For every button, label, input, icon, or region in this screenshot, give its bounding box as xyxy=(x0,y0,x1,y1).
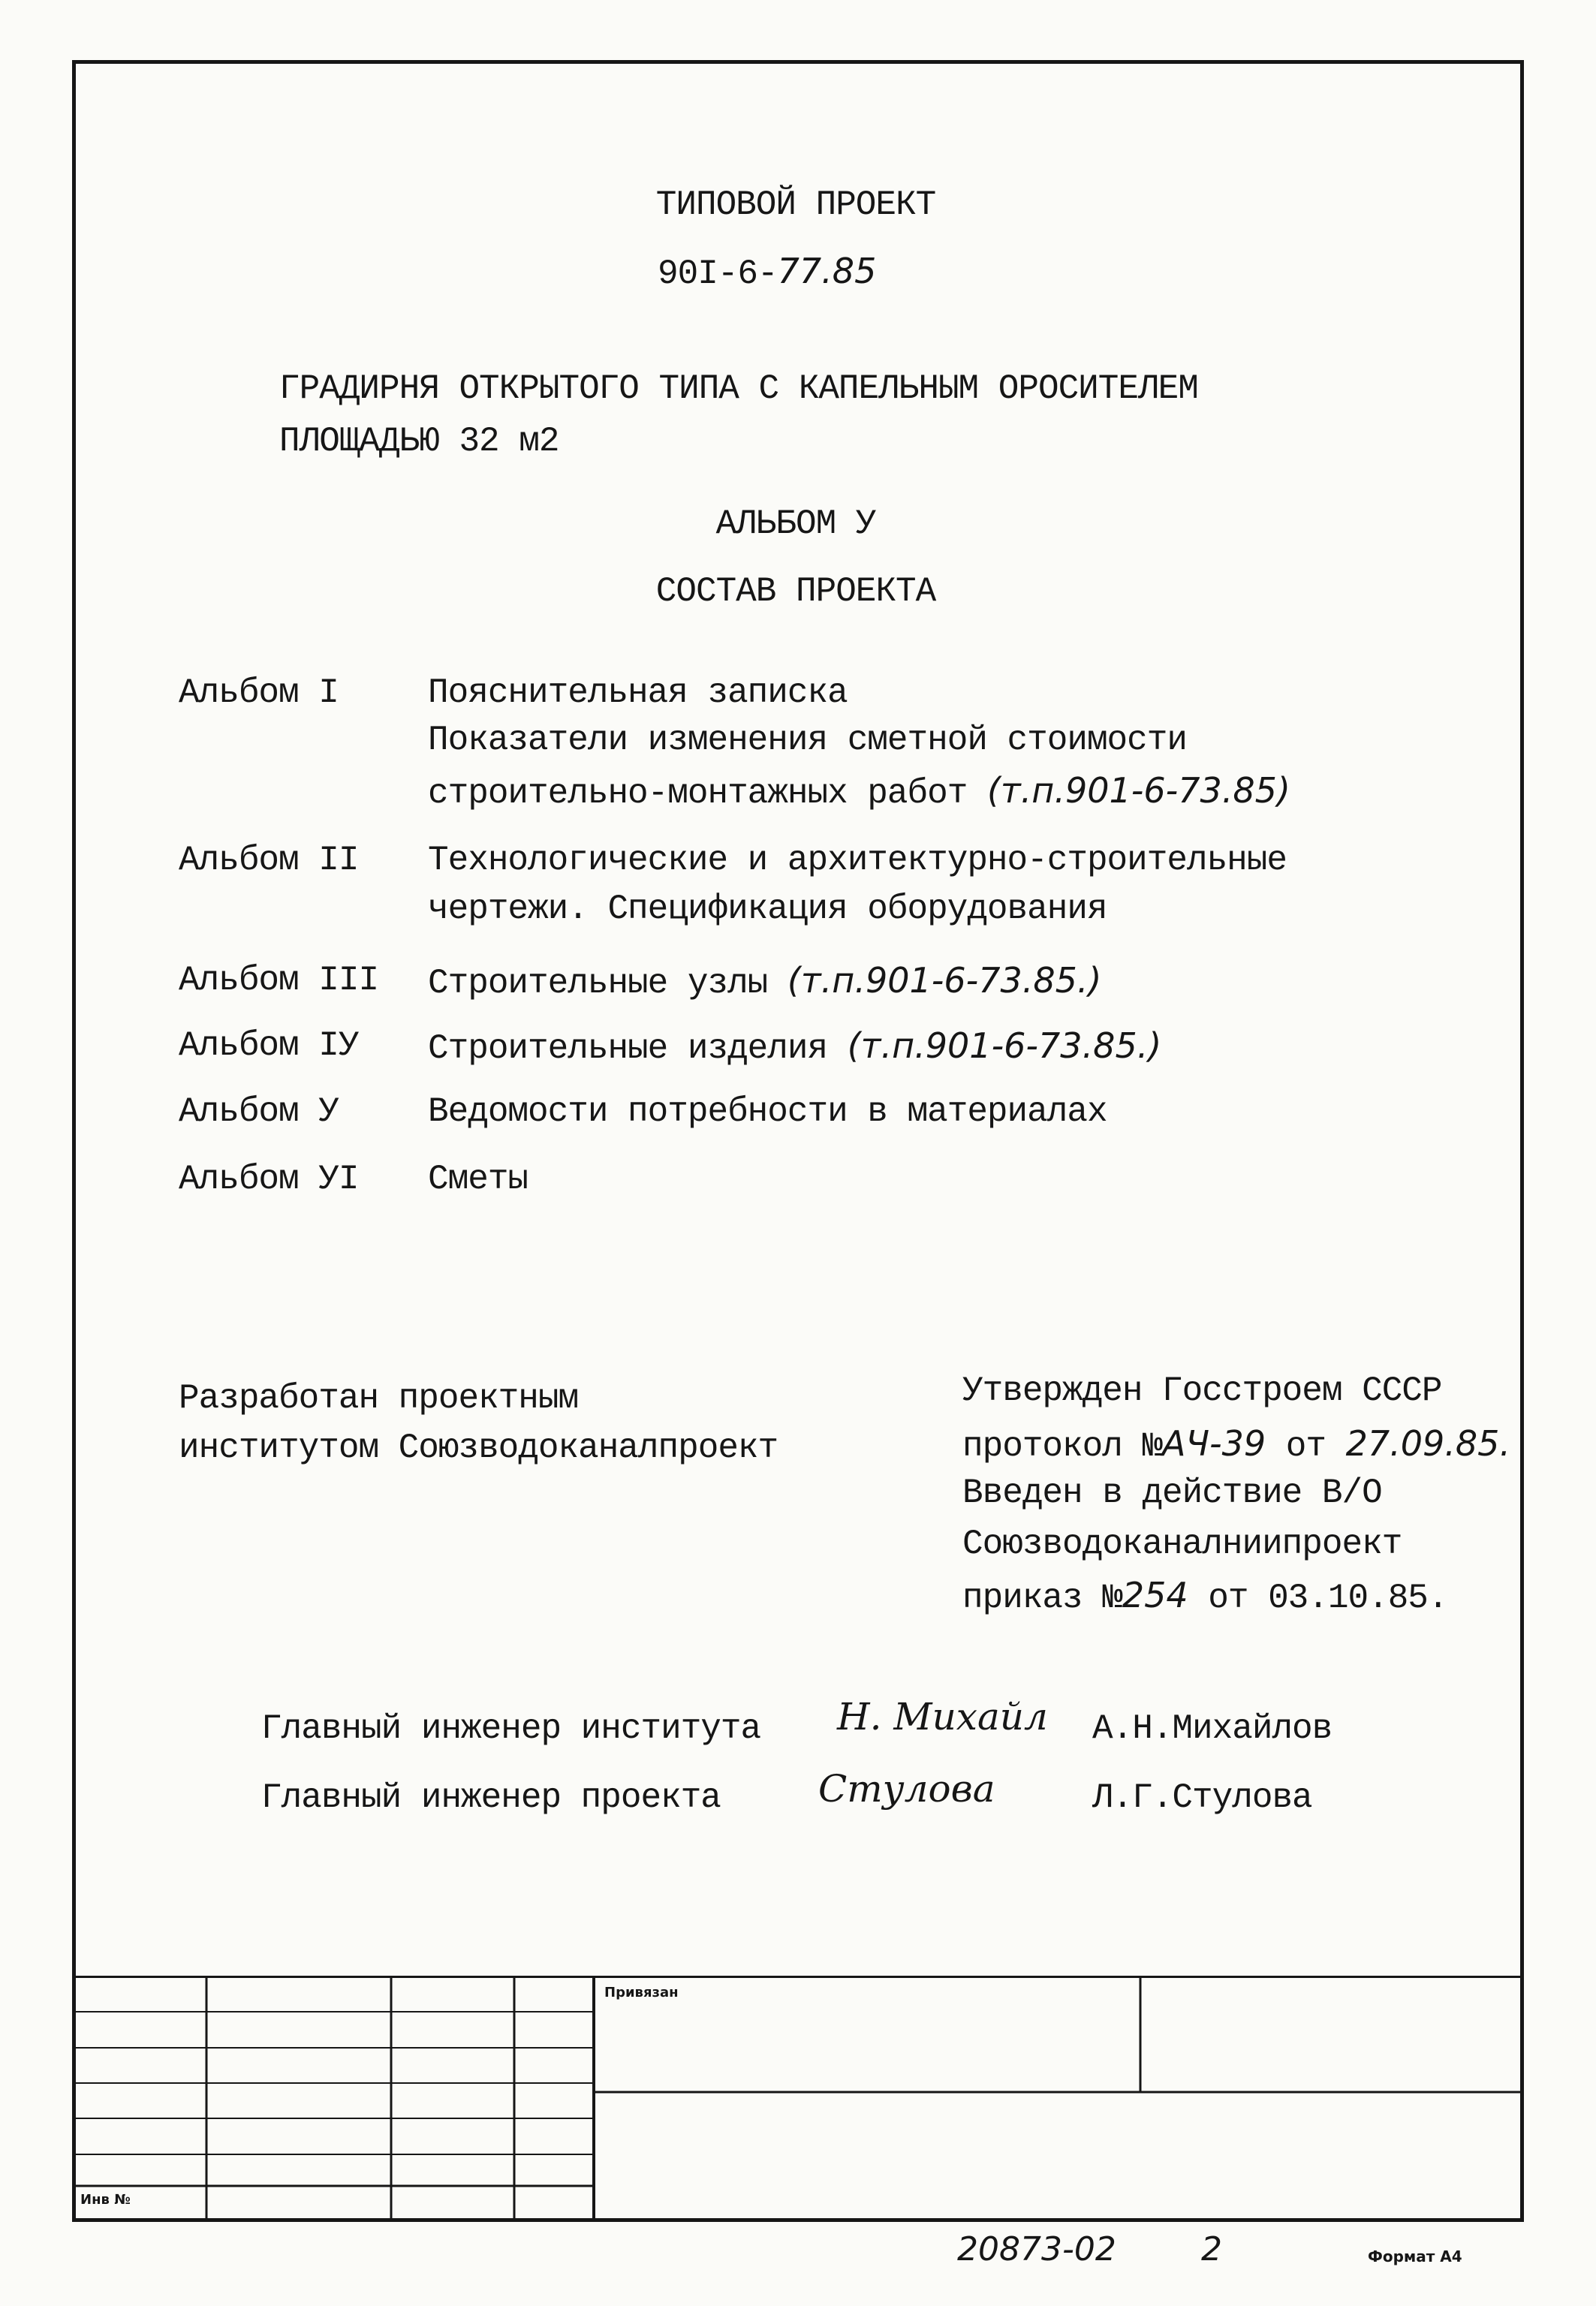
album-line: Показатели изменения сметной стоимости xyxy=(428,721,1187,760)
album-note-handwritten: (т.п.901-6-73.85.) xyxy=(847,1025,1162,1066)
composition-heading: СОСТАВ ПРОЕКТА xyxy=(655,572,936,611)
album-label: Альбом УI xyxy=(179,1160,359,1199)
album-line: чертежи. Спецификация оборудования xyxy=(428,890,1107,929)
signatory-role: Главный инженер института xyxy=(261,1709,761,1748)
album-line: Сметы xyxy=(428,1160,528,1199)
protocol-date-handwritten: 27.09.85. xyxy=(1345,1423,1511,1464)
developer-line1: Разработан проектным xyxy=(179,1379,579,1418)
album-label: Альбом III xyxy=(179,961,379,1000)
document-number: 20873-02 xyxy=(957,2230,1116,2268)
approval-line2: протокол №АЧ-39 от 27.09.85. xyxy=(962,1423,1511,1466)
album-line: Пояснительная записка xyxy=(428,673,848,712)
developer-line2: институтом Союзводоканалпроект xyxy=(179,1428,778,1468)
project-title-line2: ПЛОЩАДЬЮ 32 м2 xyxy=(279,422,559,461)
album-heading: АЛЬБОМ У xyxy=(715,504,876,543)
approval-line4: Союзводоканалниипроект xyxy=(962,1525,1402,1564)
protocol-number-handwritten: АЧ-39 xyxy=(1162,1423,1266,1464)
signatory-name: Л.Г.Стулова xyxy=(1092,1778,1312,1817)
title-block-stamp xyxy=(76,1976,1520,2218)
album-label: Альбом IУ xyxy=(179,1026,359,1065)
signatory-name: А.Н.Михайлов xyxy=(1092,1709,1333,1748)
signatory-role: Главный инженер проекта xyxy=(261,1778,721,1817)
handwritten-signature: Стулова xyxy=(818,1767,995,1811)
type-project-heading: ТИПОВОЙ ПРОЕКТ xyxy=(655,185,936,224)
project-title-line1: ГРАДИРНЯ ОТКРЫТОГО ТИПА С КАПЕЛЬНЫМ ОРОСИТЕЛЕМ xyxy=(279,369,1198,408)
format-label: Формат А4 xyxy=(1368,2247,1462,2265)
project-number xyxy=(658,251,877,294)
album-label: Альбом У xyxy=(179,1092,339,1131)
attached-label: Привязан xyxy=(604,1985,679,2000)
album-line: строительно-монтажных работ (т.п.901-6-73.85) xyxy=(428,770,1290,813)
approval-line3: Введен в действие В/О xyxy=(962,1474,1382,1513)
project-number-handwritten: 77.85 xyxy=(777,251,877,291)
order-number-handwritten: 254 xyxy=(1122,1575,1188,1615)
album-label: Альбом II xyxy=(179,841,359,880)
project-number-printed: 90I-6- xyxy=(658,254,778,294)
inventory-number-label: Инв № xyxy=(80,2192,131,2208)
handwritten-signature: Н. Михайл xyxy=(837,1695,1048,1739)
page-number: 2 xyxy=(1201,2230,1222,2268)
title-block-grid xyxy=(76,1976,1520,2218)
album-label: Альбом I xyxy=(179,673,339,712)
album-note-handwritten: (т.п.901-6-73.85.) xyxy=(787,960,1102,1001)
album-line: Строительные узлы (т.п.901-6-73.85.) xyxy=(428,960,1102,1003)
album-line: Технологические и архитектурно-строительные xyxy=(428,841,1287,880)
album-line: Ведомости потребности в материалах xyxy=(428,1092,1107,1131)
album-note-handwritten: (т.п.901-6-73.85) xyxy=(986,770,1290,811)
approval-line5: приказ №254 от 03.10.85. xyxy=(962,1575,1448,1618)
approval-line1: Утвержден Госстроем СССР xyxy=(962,1371,1442,1410)
album-line: Строительные изделия (т.п.901-6-73.85.) xyxy=(428,1025,1162,1068)
